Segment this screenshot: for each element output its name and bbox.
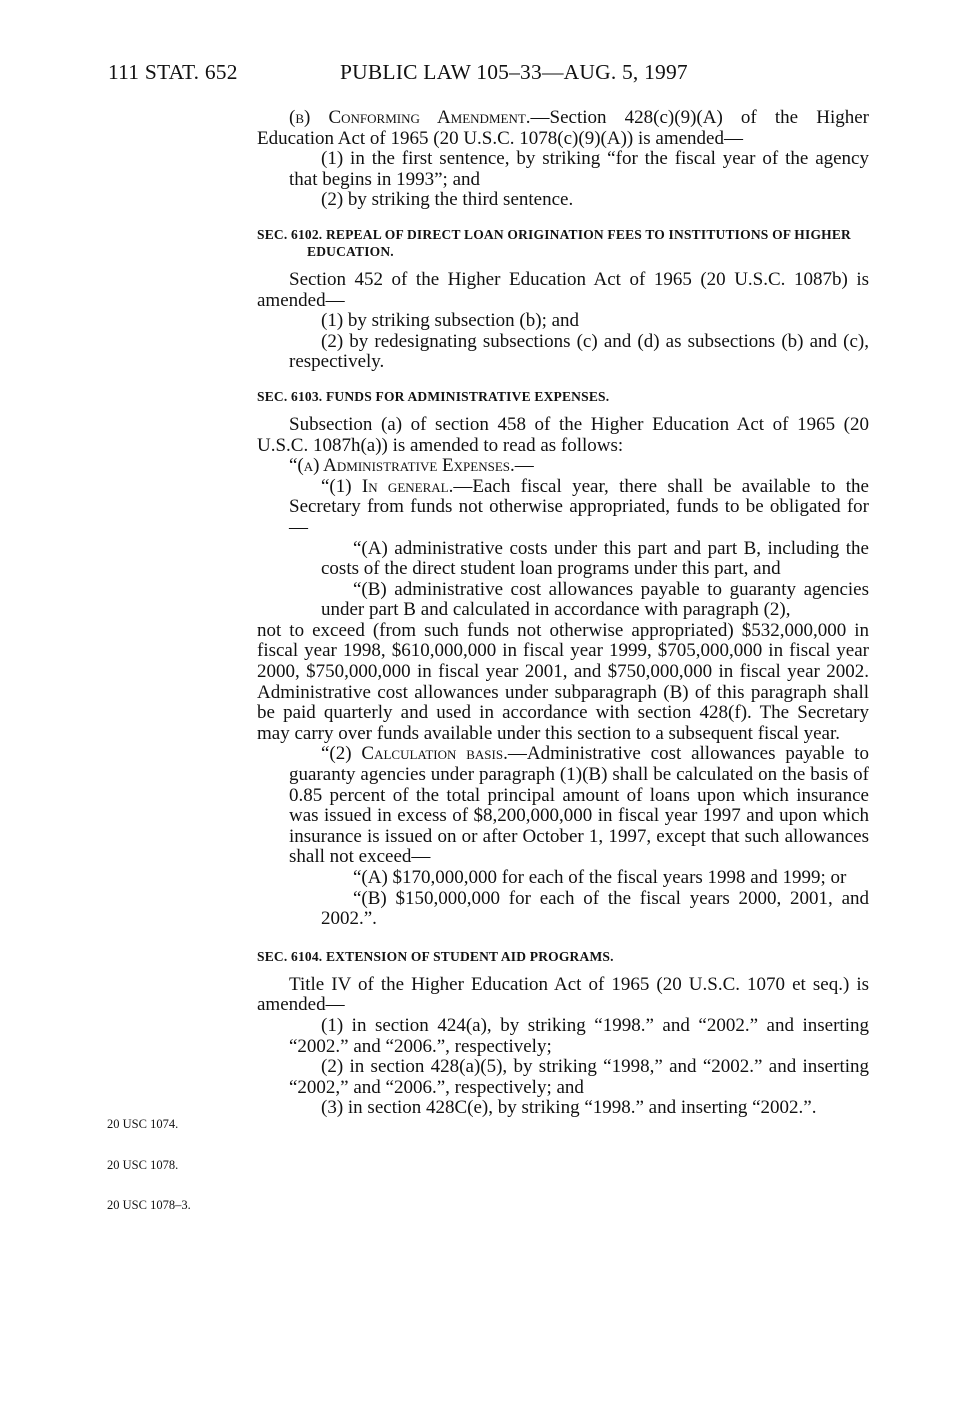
section-heading-6103: SEC. 6103. FUNDS FOR ADMINISTRATIVE EXPENSES. — [257, 388, 610, 404]
section-heading-6104: SEC. 6104. EXTENSION OF STUDENT AID PROGRAMS. — [257, 948, 614, 964]
section-6102-intro: Section 452 of the Higher Education Act of 1965 (20 U.S.C. 1087b) is amended— — [257, 268, 869, 311]
conforming-amendment-text: —Section 428(c)(9)(A) of the Higher Education Act of 1965 (20 U.S.C. 1078(c)(9)(A)) is amended— — [257, 107, 869, 149]
list-item: (1) in section 424(a), by striking “1998.” and “2002.” and inserting “2002.” and “2006.”, respectively; — [289, 1014, 869, 1057]
list-item: (3) in section 428C(e), by striking “1998.” and inserting “2002.”. — [321, 1097, 817, 1119]
paragraph-1 — [257, 477, 869, 539]
paragraph-1-subparagraph-a: “(A) administrative costs under this part and part B, including the costs of the direct student loan programs under this part, and — [321, 537, 869, 580]
section-6104-intro: Title IV of the Higher Education Act of 1965 (20 U.S.C. 1070 et seq.) is amended— — [257, 973, 869, 1016]
list-item: (1) by striking subsection (b); and — [321, 310, 580, 332]
margin-note-20-usc-1078: 20 USC 1078. — [107, 1158, 179, 1172]
paragraph-2 — [257, 744, 869, 868]
conforming-amendment-head: (b) Conforming Amendment. — [289, 107, 531, 128]
paragraph-1-head: “(1) In general. — [321, 475, 454, 497]
paragraph-1-text: —Each fiscal year, there shall be available to the Secretary from funds not otherwise appropriated, funds to be obligated for— — [289, 475, 869, 538]
list-item: (2) in section 428(a)(5), by striking “1998,” and “2002.” and inserting “2002,” and “2006.”, respectively; and — [289, 1056, 869, 1098]
paragraph-2-subparagraph-b: “(B) $150,000,000 for each of the fiscal years 2000, 2001, and 2002.”. — [321, 887, 869, 930]
paragraph-2-head: “(2) Calculation basis. — [321, 743, 508, 765]
paragraph-1-tail: not to exceed (from such funds not otherwise appropriated) $532,000,000 in fiscal year 1998, $610,000,000 in fiscal year 1999, $705,000,000 in fiscal year 2000, $750,000,000 in fiscal year 2001, and $750,000,000 in fiscal year 2002. Administrative cost allowances under subparagraph (B) of this paragraph shall be paid quarterly and used in accordance with section 428(f). The Secretary may carry over funds available under this section to a subsequent fiscal year. — [257, 619, 869, 744]
margin-note-20-usc-1078-3: 20 USC 1078–3. — [107, 1198, 191, 1212]
list-item: (2) by redesignating subsections (c) and (d) as subsections (b) and (c), respectively. — [289, 330, 869, 373]
paragraph-2-text: —Administrative cost allowances payable to guaranty agencies under paragraph (1)(B) shall be calculated on the basis of 0.85 percent of the total principal amount of loans upon which insurance was issued in excess of $8,200,000,000 in fiscal year 1997 and upon which insurance is issued on or after October 1, 1997, except that such allowances shall not exceed— — [289, 743, 869, 868]
section-heading-6102: SEC. 6102. REPEAL OF DIRECT LOAN ORIGINATION FEES TO INSTITUTIONS OF HIGHER EDUCATION. — [257, 226, 852, 259]
list-item: (2) by striking the third sentence. — [321, 189, 574, 211]
paragraph-1-subparagraph-b: “(B) administrative cost allowances payable to guaranty agencies under part B and calculated in accordance with paragraph (2), — [321, 578, 869, 621]
margin-note-20-usc-1074: 20 USC 1074. — [107, 1117, 179, 1131]
page-body — [257, 108, 869, 1119]
page-title: PUBLIC LAW 105–33—AUG. 5, 1997 — [340, 60, 688, 84]
conforming-amendment — [257, 108, 869, 149]
section-6103-intro: Subsection (a) of section 458 of the Higher Education Act of 1965 (20 U.S.C. 1087h(a)) is amended to read as follows: — [257, 413, 869, 456]
paragraph-2-subparagraph-a: “(A) $170,000,000 for each of the fiscal years 1998 and 1999; or — [353, 867, 847, 888]
list-item: (1) in the first sentence, by striking “for the fiscal year of the agency that begins in 1993”; and — [289, 148, 869, 190]
stat-citation: 111 STAT. 652 — [108, 60, 238, 84]
subsection-a-heading: “(a) Administrative Expenses.— — [289, 455, 534, 477]
